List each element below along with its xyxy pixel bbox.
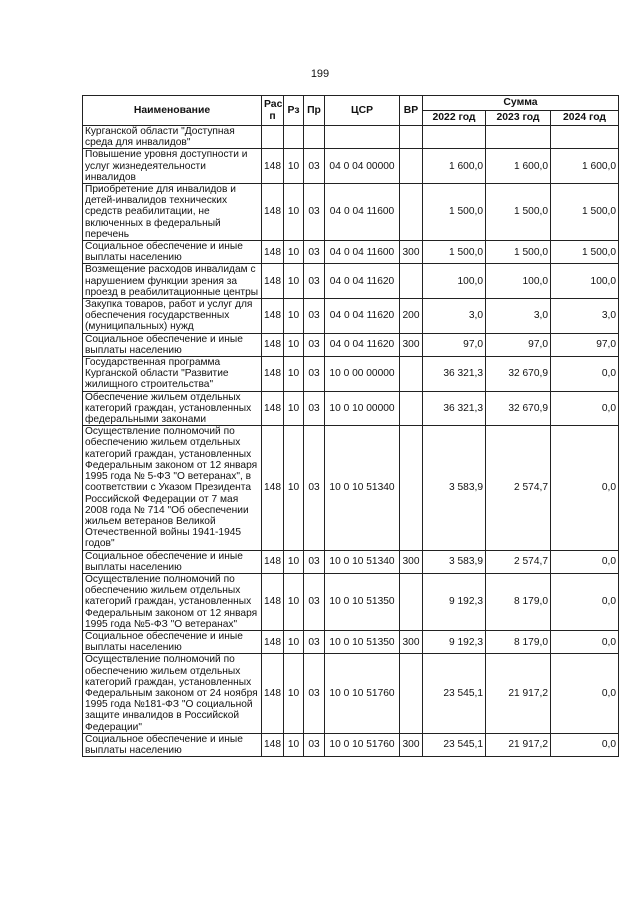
header-year-2024: 2024 год bbox=[551, 111, 619, 126]
row-name-cell: Обеспечение жильем отдельных категорий граждан, установленных федеральными законами bbox=[83, 391, 262, 426]
row-2024-cell: 0,0 bbox=[551, 630, 619, 653]
row-pr-cell: 03 bbox=[304, 391, 325, 426]
row-2023-cell: 32 670,9 bbox=[486, 391, 551, 426]
row-rz-cell bbox=[284, 126, 304, 149]
row-name-cell: Социальное обеспечение и иные выплаты населению bbox=[83, 241, 262, 264]
row-pr-cell: 03 bbox=[304, 264, 325, 299]
row-csr-cell: 10 0 00 00000 bbox=[325, 357, 400, 392]
header-rz: Рз bbox=[284, 96, 304, 126]
row-vr-cell: 200 bbox=[400, 299, 423, 334]
table-row bbox=[83, 550, 619, 573]
row-pr-cell: 03 bbox=[304, 149, 325, 184]
row-2023-cell: 21 917,2 bbox=[486, 733, 551, 756]
row-vr-cell bbox=[400, 126, 423, 149]
table-row bbox=[83, 573, 619, 630]
row-rz-cell: 10 bbox=[284, 299, 304, 334]
row-csr-cell: 10 0 10 51340 bbox=[325, 550, 400, 573]
row-rz-cell: 10 bbox=[284, 630, 304, 653]
table-row bbox=[83, 630, 619, 653]
row-2023-cell: 8 179,0 bbox=[486, 573, 551, 630]
row-pr-cell: 03 bbox=[304, 630, 325, 653]
table-row bbox=[83, 184, 619, 241]
row-pr-cell: 03 bbox=[304, 654, 325, 733]
row-csr-cell: 10 0 10 51340 bbox=[325, 426, 400, 550]
row-rasp-cell: 148 bbox=[262, 733, 284, 756]
row-rasp-cell: 148 bbox=[262, 426, 284, 550]
row-2022-cell: 1 600,0 bbox=[423, 149, 486, 184]
table-row bbox=[83, 149, 619, 184]
header-year-2023: 2023 год bbox=[486, 111, 551, 126]
row-2024-cell: 1 500,0 bbox=[551, 184, 619, 241]
header-pr: Пр bbox=[304, 96, 325, 126]
table-body bbox=[83, 126, 619, 757]
row-pr-cell: 03 bbox=[304, 333, 325, 356]
row-rz-cell: 10 bbox=[284, 426, 304, 550]
table-row bbox=[83, 733, 619, 756]
row-pr-cell: 03 bbox=[304, 184, 325, 241]
row-2024-cell bbox=[551, 126, 619, 149]
row-2024-cell: 0,0 bbox=[551, 733, 619, 756]
row-2023-cell: 3,0 bbox=[486, 299, 551, 334]
row-2024-cell: 0,0 bbox=[551, 550, 619, 573]
row-2023-cell: 2 574,7 bbox=[486, 426, 551, 550]
header-csr: ЦСР bbox=[325, 96, 400, 126]
row-csr-cell bbox=[325, 126, 400, 149]
row-pr-cell: 03 bbox=[304, 550, 325, 573]
row-name-cell: Осуществление полномочий по обеспечению жильем отдельных категорий граждан, установленных Федеральным законом от 24 ноября 1995 года №181-ФЗ "О социальной защите инвалидов в Российской Федерации" bbox=[83, 654, 262, 733]
row-2022-cell bbox=[423, 126, 486, 149]
table-row bbox=[83, 299, 619, 334]
row-2022-cell: 97,0 bbox=[423, 333, 486, 356]
row-vr-cell bbox=[400, 426, 423, 550]
header-sum: Сумма bbox=[423, 96, 619, 111]
row-2022-cell: 3,0 bbox=[423, 299, 486, 334]
row-pr-cell bbox=[304, 126, 325, 149]
row-pr-cell: 03 bbox=[304, 733, 325, 756]
row-name-cell: Социальное обеспечение и иные выплаты населению bbox=[83, 630, 262, 653]
row-2024-cell: 0,0 bbox=[551, 391, 619, 426]
table-row bbox=[83, 426, 619, 550]
row-2023-cell: 1 600,0 bbox=[486, 149, 551, 184]
row-csr-cell: 10 0 10 51760 bbox=[325, 654, 400, 733]
row-rz-cell: 10 bbox=[284, 550, 304, 573]
row-name-cell: Приобретение для инвалидов и детей-инвалидов технических средств реабилитации, не включенных в федеральный перечень bbox=[83, 184, 262, 241]
row-csr-cell: 10 0 10 51760 bbox=[325, 733, 400, 756]
row-2023-cell: 1 500,0 bbox=[486, 241, 551, 264]
row-pr-cell: 03 bbox=[304, 426, 325, 550]
row-rz-cell: 10 bbox=[284, 733, 304, 756]
row-2024-cell: 0,0 bbox=[551, 426, 619, 550]
row-2023-cell: 32 670,9 bbox=[486, 357, 551, 392]
row-rz-cell: 10 bbox=[284, 149, 304, 184]
row-rasp-cell: 148 bbox=[262, 573, 284, 630]
table-row bbox=[83, 654, 619, 733]
row-2023-cell: 21 917,2 bbox=[486, 654, 551, 733]
row-vr-cell bbox=[400, 391, 423, 426]
table-row bbox=[83, 126, 619, 149]
row-2022-cell: 9 192,3 bbox=[423, 630, 486, 653]
row-2022-cell: 1 500,0 bbox=[423, 241, 486, 264]
header-vr: ВР bbox=[400, 96, 423, 126]
header-name: Наименование bbox=[83, 96, 262, 126]
row-vr-cell: 300 bbox=[400, 550, 423, 573]
row-csr-cell: 10 0 10 00000 bbox=[325, 391, 400, 426]
row-name-cell: Социальное обеспечение и иные выплаты населению bbox=[83, 550, 262, 573]
row-csr-cell: 04 0 04 11620 bbox=[325, 264, 400, 299]
row-vr-cell bbox=[400, 357, 423, 392]
row-2022-cell: 3 583,9 bbox=[423, 550, 486, 573]
row-csr-cell: 04 0 04 00000 bbox=[325, 149, 400, 184]
row-2024-cell: 1 600,0 bbox=[551, 149, 619, 184]
row-csr-cell: 04 0 04 11600 bbox=[325, 241, 400, 264]
row-2022-cell: 23 545,1 bbox=[423, 733, 486, 756]
table-row bbox=[83, 357, 619, 392]
row-2022-cell: 36 321,3 bbox=[423, 391, 486, 426]
table-header bbox=[83, 96, 619, 126]
row-rasp-cell: 148 bbox=[262, 391, 284, 426]
row-csr-cell: 10 0 10 51350 bbox=[325, 630, 400, 653]
row-vr-cell bbox=[400, 149, 423, 184]
row-rasp-cell: 148 bbox=[262, 264, 284, 299]
row-vr-cell bbox=[400, 573, 423, 630]
row-2024-cell: 1 500,0 bbox=[551, 241, 619, 264]
row-name-cell: Осуществление полномочий по обеспечению жильем отдельных категорий граждан, установленных Федеральным законом от 12 января 1995 года № 5-ФЗ "О ветеранах", в соответствии с Указом Президента Российской Федерации от 7 мая 2008 года № 714 "Об обеспечении жильем ветеранов Великой Отечественной войны 1941-1945 годов" bbox=[83, 426, 262, 550]
row-vr-cell: 300 bbox=[400, 333, 423, 356]
row-pr-cell: 03 bbox=[304, 573, 325, 630]
row-rasp-cell bbox=[262, 126, 284, 149]
row-pr-cell: 03 bbox=[304, 357, 325, 392]
row-2022-cell: 9 192,3 bbox=[423, 573, 486, 630]
row-rasp-cell: 148 bbox=[262, 241, 284, 264]
row-csr-cell: 04 0 04 11620 bbox=[325, 299, 400, 334]
row-vr-cell: 300 bbox=[400, 630, 423, 653]
row-rasp-cell: 148 bbox=[262, 357, 284, 392]
table-row bbox=[83, 333, 619, 356]
row-rasp-cell: 148 bbox=[262, 184, 284, 241]
row-name-cell: Социальное обеспечение и иные выплаты населению bbox=[83, 333, 262, 356]
row-2024-cell: 0,0 bbox=[551, 654, 619, 733]
row-vr-cell bbox=[400, 184, 423, 241]
row-pr-cell: 03 bbox=[304, 299, 325, 334]
row-name-cell: Закупка товаров, работ и услуг для обеспечения государственных (муниципальных) нужд bbox=[83, 299, 262, 334]
row-rasp-cell: 148 bbox=[262, 299, 284, 334]
row-csr-cell: 10 0 10 51350 bbox=[325, 573, 400, 630]
row-rasp-cell: 148 bbox=[262, 654, 284, 733]
row-rz-cell: 10 bbox=[284, 573, 304, 630]
row-name-cell: Возмещение расходов инвалидам с нарушением функции зрения за проезд в реабилитационные центры bbox=[83, 264, 262, 299]
row-2023-cell: 1 500,0 bbox=[486, 184, 551, 241]
row-rz-cell: 10 bbox=[284, 184, 304, 241]
row-rasp-cell: 148 bbox=[262, 550, 284, 573]
row-2024-cell: 0,0 bbox=[551, 357, 619, 392]
row-rz-cell: 10 bbox=[284, 357, 304, 392]
row-2023-cell: 97,0 bbox=[486, 333, 551, 356]
row-rz-cell: 10 bbox=[284, 391, 304, 426]
row-2024-cell: 0,0 bbox=[551, 573, 619, 630]
row-vr-cell bbox=[400, 264, 423, 299]
row-rz-cell: 10 bbox=[284, 654, 304, 733]
row-pr-cell: 03 bbox=[304, 241, 325, 264]
row-csr-cell: 04 0 04 11600 bbox=[325, 184, 400, 241]
row-2024-cell: 3,0 bbox=[551, 299, 619, 334]
row-name-cell: Социальное обеспечение и иные выплаты населению bbox=[83, 733, 262, 756]
page-number: 199 bbox=[310, 68, 330, 80]
table-row bbox=[83, 264, 619, 299]
row-name-cell: Осуществление полномочий по обеспечению жильем отдельных категорий граждан, установленных Федеральным законом от 12 января 1995 года №5-ФЗ "О ветеранах" bbox=[83, 573, 262, 630]
header-year-2022: 2022 год bbox=[423, 111, 486, 126]
row-2023-cell: 2 574,7 bbox=[486, 550, 551, 573]
row-2024-cell: 97,0 bbox=[551, 333, 619, 356]
row-rasp-cell: 148 bbox=[262, 333, 284, 356]
table-row bbox=[83, 391, 619, 426]
table-row bbox=[83, 241, 619, 264]
row-rasp-cell: 148 bbox=[262, 149, 284, 184]
row-csr-cell: 04 0 04 11620 bbox=[325, 333, 400, 356]
row-rz-cell: 10 bbox=[284, 333, 304, 356]
row-2022-cell: 23 545,1 bbox=[423, 654, 486, 733]
row-2022-cell: 1 500,0 bbox=[423, 184, 486, 241]
row-rasp-cell: 148 bbox=[262, 630, 284, 653]
header-rasp: Рас п bbox=[262, 96, 284, 126]
row-2023-cell: 100,0 bbox=[486, 264, 551, 299]
row-rz-cell: 10 bbox=[284, 264, 304, 299]
row-name-cell: Курганской области "Доступная среда для инвалидов" bbox=[83, 126, 262, 149]
row-2023-cell bbox=[486, 126, 551, 149]
row-name-cell: Государственная программа Курганской области "Развитие жилищного строительства" bbox=[83, 357, 262, 392]
row-2022-cell: 100,0 bbox=[423, 264, 486, 299]
row-2022-cell: 36 321,3 bbox=[423, 357, 486, 392]
row-rz-cell: 10 bbox=[284, 241, 304, 264]
row-name-cell: Повышение уровня доступности и услуг жизнедеятельности инвалидов bbox=[83, 149, 262, 184]
row-2023-cell: 8 179,0 bbox=[486, 630, 551, 653]
row-2022-cell: 3 583,9 bbox=[423, 426, 486, 550]
row-vr-cell: 300 bbox=[400, 241, 423, 264]
row-vr-cell bbox=[400, 654, 423, 733]
budget-table bbox=[82, 95, 619, 757]
row-vr-cell: 300 bbox=[400, 733, 423, 756]
row-2024-cell: 100,0 bbox=[551, 264, 619, 299]
